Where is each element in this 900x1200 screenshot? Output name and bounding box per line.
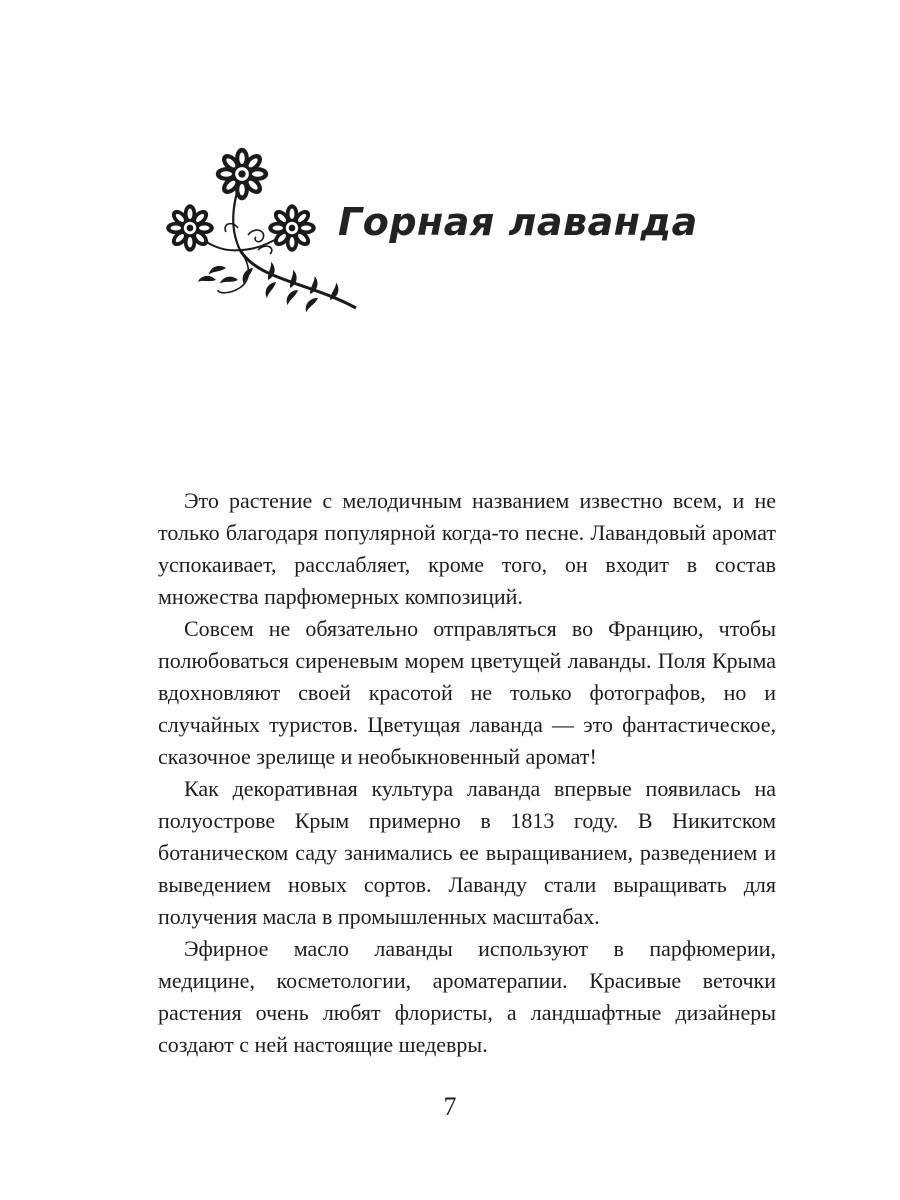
paragraph: Это растение с мелодичным названием известно всем, и не только благодаря популярной когда-то песне. Лавандовый аромат успокаивает, расслабляет, кроме того, он входит в состав множества парфюмерных композиций. — [158, 488, 776, 609]
floral-ornament-icon — [158, 140, 368, 320]
body-text — [158, 485, 776, 1061]
paragraph: Эфирное масло лаванды используют в парфюмерии, медицине, косметологии, ароматерапии. Красивые веточки растения очень любят флористы, а ландшафтные дизайнеры создают с ней настоящие шедевры. — [158, 936, 776, 1057]
paragraph: Как декоративная культура лаванда впервые появилась на полуострове Крым примерно в 1813 году. В Никитском ботаническом саду занимались ее выращиванием, разведением и выведением новых сортов. Лаванду стали выращивать для получения масла в промышленных масштабах. — [158, 776, 776, 929]
paragraph: Совсем не обязательно отправляться во Францию, чтобы полюбоваться сиреневым морем цветущей лаванды. Поля Крыма вдохновляют своей красотой не только фотографов, но и случайных туристов. Цветущая лаванда — это фантастическое, сказочное зрелище и необыкновенный аромат! — [158, 616, 776, 769]
page-number: 7 — [443, 1092, 457, 1121]
chapter-title: Горная лаванда — [338, 200, 698, 244]
